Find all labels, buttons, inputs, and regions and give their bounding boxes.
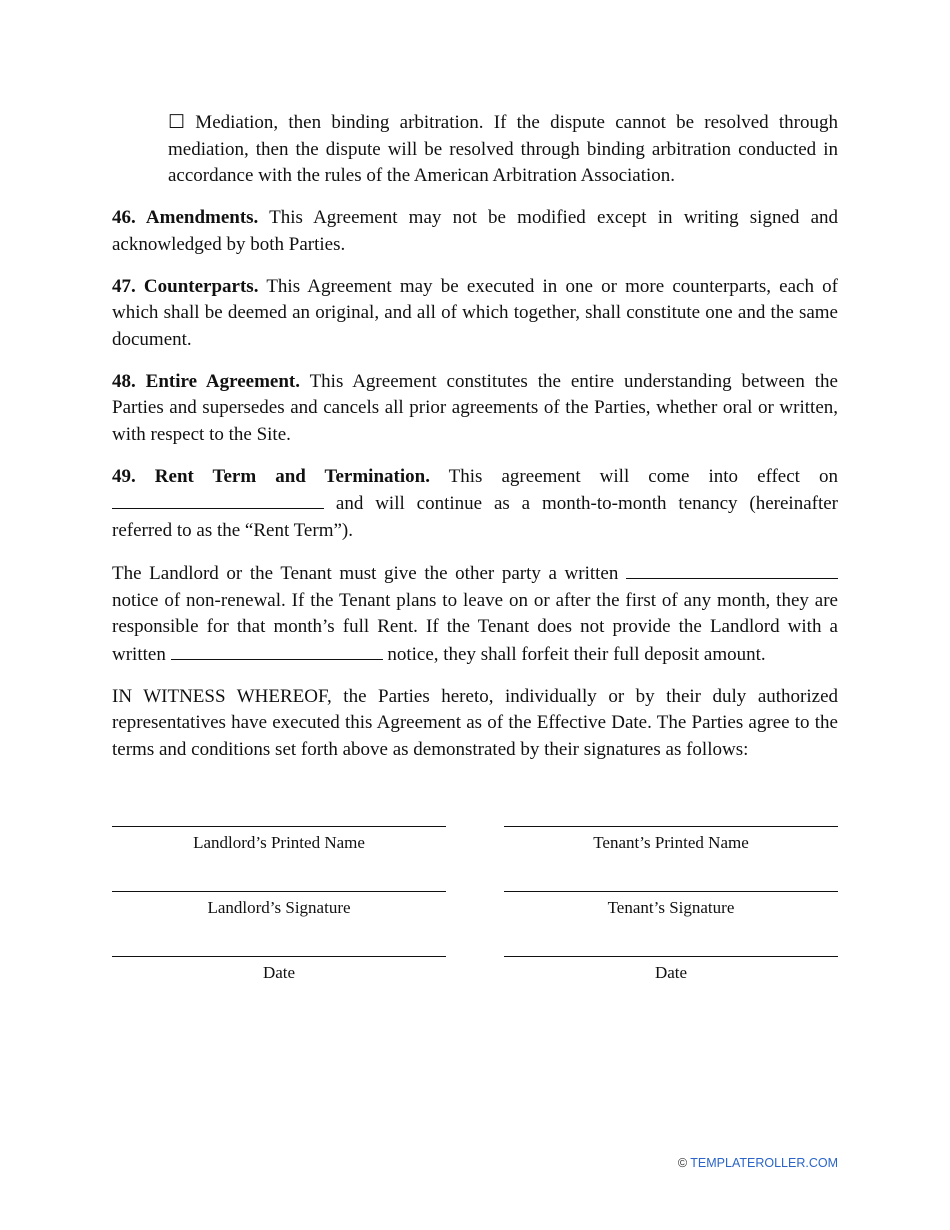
tenant-signature-field <box>504 891 838 956</box>
tenant-name-line[interactable] <box>504 826 838 827</box>
section-47-heading: 47. Counterparts. <box>112 275 259 297</box>
section-48 <box>112 369 838 449</box>
section-49 <box>112 464 838 545</box>
section-49-text-a: This agreement will come into effect on <box>448 465 838 487</box>
section-46-heading: 46. Amendments. <box>112 207 259 229</box>
tenant-date-line[interactable] <box>504 956 838 957</box>
notice-text-a: The Landlord or the Tenant must give the other party a written <box>112 562 619 584</box>
landlord-signature-field <box>112 891 446 956</box>
footer <box>678 1156 838 1170</box>
witness-paragraph: IN WITNESS WHEREOF, the Parties hereto, individually or by their duly authorized representatives have executed this Agreement as of the Effective Date. The Parties agree to the terms and conditions set forth above as demonstrated by their signatures as follows: <box>112 685 838 761</box>
notice-paragraph <box>112 560 838 669</box>
section-49-text-b: and will continue as a month-to-month tenancy (hereinafter referred to as the “Rent Term”). <box>112 493 838 542</box>
landlord-name-line[interactable] <box>112 826 446 827</box>
mediation-option <box>168 110 838 190</box>
section-48-text: This Agreement constitutes the entire understanding between the Parties and supersedes and cancels all prior agreements of the Parties, whether oral or written, with respect to the Site. <box>112 370 838 446</box>
copyright-icon: © <box>677 1156 688 1170</box>
landlord-signature-line[interactable] <box>112 891 446 892</box>
templateroller-link[interactable]: TEMPLATEROLLER.COM <box>690 1156 838 1170</box>
tenant-date-field <box>504 956 838 1021</box>
notice-text-b: notice of non-renewal. If the Tenant plans to leave on or after the first of any month, they are responsible for that month’s full Rent. If the Tenant does not provide the Landlord with a written <box>112 589 838 665</box>
signature-row-dates <box>112 956 838 1021</box>
landlord-date-line[interactable] <box>112 956 446 957</box>
tenant-signature-label: Tenant’s Signature <box>607 898 735 917</box>
notice-period-blank[interactable] <box>626 560 838 579</box>
mediation-text: Mediation, then binding arbitration. If the dispute cannot be resolved through mediation, then the dispute will be resolved through binding arbitration conducted in accordance with the rules of the American Arbitration Association. <box>168 112 839 187</box>
written-notice-blank[interactable] <box>171 641 383 660</box>
landlord-date-field <box>112 956 446 1021</box>
tenant-name-field <box>504 826 838 891</box>
section-47-text: This Agreement may be executed in one or more counterparts, each of which shall be deemed an original, and all of which together, shall constitute one and the same document. <box>112 275 838 350</box>
checkbox-icon[interactable]: ☐ <box>168 112 186 133</box>
tenant-name-label: Tenant’s Printed Name <box>593 833 749 852</box>
tenant-date-label: Date <box>654 963 688 982</box>
landlord-name-field <box>112 826 446 891</box>
landlord-signature-label: Landlord’s Signature <box>207 898 351 917</box>
section-47 <box>112 274 838 354</box>
signature-row-signatures <box>112 891 838 956</box>
landlord-name-label: Landlord’s Printed Name <box>193 833 365 852</box>
notice-text-c: notice, they shall forfeit their full deposit amount. <box>387 643 766 665</box>
section-46 <box>112 205 838 258</box>
start-date-blank[interactable] <box>112 490 324 509</box>
section-49-heading: 49. Rent Term and Termination. <box>112 465 430 487</box>
section-46-text: This Agreement may not be modified except in writing signed and acknowledged by both Parties. <box>112 207 838 255</box>
document-body <box>112 110 838 779</box>
section-48-heading: 48. Entire Agreement. <box>112 370 300 392</box>
signature-block <box>112 826 838 1021</box>
signature-row-names <box>112 826 838 891</box>
landlord-date-label: Date <box>262 963 296 982</box>
tenant-signature-line[interactable] <box>504 891 838 892</box>
